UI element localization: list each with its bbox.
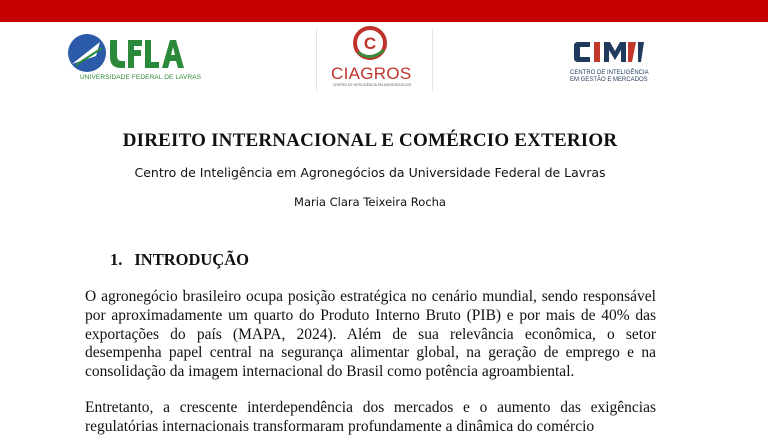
cim-subtitle-line2: EM GESTÃO E MERCADOS <box>570 77 648 83</box>
ufla-emblem-icon <box>66 34 191 74</box>
ciagros-wordmark: CIAGROS <box>331 64 412 83</box>
paragraph: O agronegócio brasileiro ocupa posição estratégica no cenário mundial, sendo responsável por aproximadamente um quarto do Produto Interno Bruto (PIB) e por mais de 40% das exportações do país (MAPA, 2024). Além de sua relevância econômica, o setor desempenha papel central na segurança alimentar global, na geração de emprego e na consolidação da imagem internacional do Brasil como potência agroambiental. <box>85 288 656 381</box>
svg-text:C: C <box>363 34 377 53</box>
ufla-logo <box>66 34 202 90</box>
logo-divider <box>316 28 317 92</box>
ciagros-emblem-icon <box>327 26 417 64</box>
cim-subtitle-line1: CENTRO DE INTELIGÊNCIA <box>570 70 649 76</box>
section-number: 1. <box>110 250 123 269</box>
cim-logo <box>568 38 668 90</box>
document-title: DIREITO INTERNACIONAL E COMÉRCIO EXTERIOR <box>122 130 618 151</box>
logo-header <box>0 22 768 92</box>
top-red-bar <box>0 0 768 22</box>
section-heading <box>110 250 249 270</box>
ciagros-subtitle: CENTRO DE INTELIGÊNCIA EM AGRONEGÓCIOS <box>333 83 412 87</box>
document-author: Maria Clara Teixeira Rocha <box>294 195 446 209</box>
section-title: INTRODUÇÃO <box>134 250 249 269</box>
ufla-subtitle: UNIVERSIDADE FEDERAL DE LAVRAS <box>80 74 202 81</box>
paragraph: Entretanto, a crescente interdependência dos mercados e o aumento das exigências regulatórias internacionais transformaram profundamente a dinâmica do comércio <box>85 399 656 435</box>
logo-divider <box>432 28 433 92</box>
ciagros-logo <box>327 26 417 90</box>
cim-emblem-icon <box>568 38 668 68</box>
document-subtitle: Centro de Inteligência em Agronegócios da Universidade Federal de Lavras <box>134 165 606 180</box>
